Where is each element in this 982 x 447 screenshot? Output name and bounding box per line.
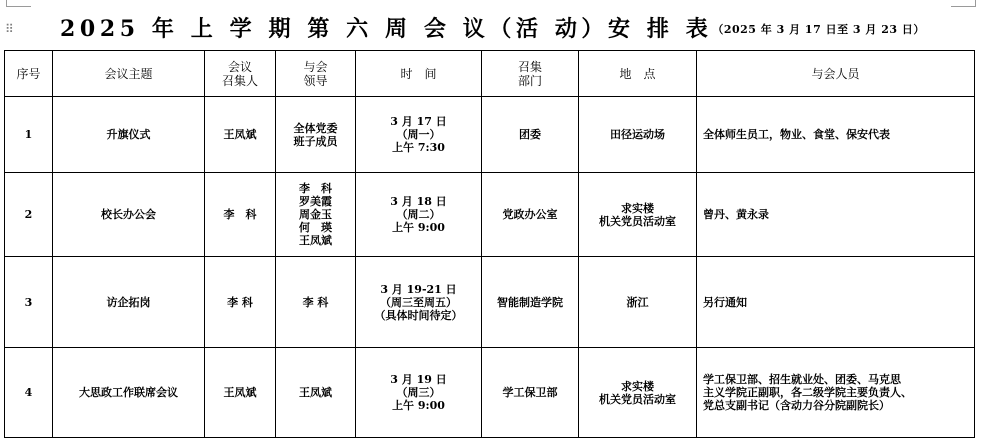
cell-seq: 4 [5, 348, 53, 438]
cell-location: 求实楼 机关党员活动室 [579, 348, 697, 438]
header-topic: 会议主题 [53, 51, 205, 97]
cell-convener: 李 科 [205, 257, 276, 348]
cell-seq: 3 [5, 257, 53, 348]
cell-attendees: 全体师生员工，物业、食堂、保安代表 [697, 97, 975, 173]
page-corner-mark-left [6, 0, 31, 7]
document-title [60, 10, 925, 44]
table-move-handle-icon[interactable]: ⠿ [5, 22, 13, 36]
header-time: 时 间 [356, 51, 482, 97]
cell-attendees: 另行通知 [697, 257, 975, 348]
header-seq: 序号 [5, 51, 53, 97]
cell-leader: 全体党委 班子成员 [276, 97, 356, 173]
cell-topic: 大思政工作联席会议 [53, 348, 205, 438]
cell-leader: 李 科 罗美霞 周金玉 何 瑛 王凤斌 [276, 173, 356, 257]
cell-attendees: 曾丹、黄永录 [697, 173, 975, 257]
cell-convener: 王凤斌 [205, 97, 276, 173]
cell-location: 求实楼 机关党员活动室 [579, 173, 697, 257]
header-location: 地 点 [579, 51, 697, 97]
cell-topic: 访企拓岗 [53, 257, 205, 348]
title-main: 2025 年 上 学 期 第 六 周 会 议（活 动）安 排 表 [60, 15, 713, 42]
cell-department: 团委 [482, 97, 579, 173]
cell-department: 学工保卫部 [482, 348, 579, 438]
cell-convener: 王凤斌 [205, 348, 276, 438]
header-convener: 会议 召集人 [205, 51, 276, 97]
cell-location: 浙江 [579, 257, 697, 348]
cell-seq: 1 [5, 97, 53, 173]
table-row [5, 173, 975, 257]
cell-leader: 李 科 [276, 257, 356, 348]
table-header-row [5, 51, 975, 97]
cell-time: 3 月 18 日 （周二） 上午 9:00 [356, 173, 482, 257]
cell-seq: 2 [5, 173, 53, 257]
cell-department: 党政办公室 [482, 173, 579, 257]
cell-attendees: 学工保卫部、招生就业处、团委、马克思 主义学院正副职，各二级学院主要负责人、 党总支副书记（含动力谷分院副院长） [697, 348, 975, 438]
table-row [5, 257, 975, 348]
cell-department: 智能制造学院 [482, 257, 579, 348]
title-date-range: （2025 年 3 月 17 日至 3 月 23 日） [712, 23, 925, 36]
meeting-schedule-table [4, 50, 975, 438]
header-attendees: 与会人员 [697, 51, 975, 97]
header-department: 召集 部门 [482, 51, 579, 97]
cell-convener: 李 科 [205, 173, 276, 257]
cell-topic: 校长办公会 [53, 173, 205, 257]
table-row [5, 97, 975, 173]
header-leader: 与会 领导 [276, 51, 356, 97]
cell-time: 3 月 19 日 （周三） 上午 9:00 [356, 348, 482, 438]
table-row [5, 348, 975, 438]
cell-location: 田径运动场 [579, 97, 697, 173]
cell-topic: 升旗仪式 [53, 97, 205, 173]
page-corner-mark-right [951, 0, 976, 7]
cell-time: 3 月 19-21 日 （周三至周五） （具体时间待定） [356, 257, 482, 348]
cell-time: 3 月 17 日 （周一） 上午 7:30 [356, 97, 482, 173]
cell-leader: 王凤斌 [276, 348, 356, 438]
